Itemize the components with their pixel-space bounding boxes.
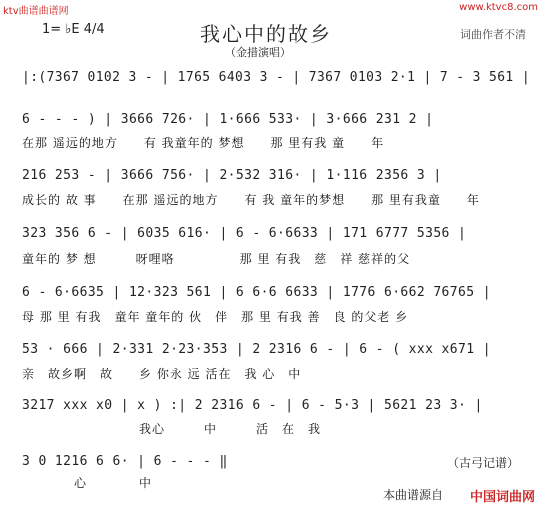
song-credit: 词曲作者不清 bbox=[460, 28, 526, 41]
lyric-line-3: 成长的 故 事 在那 遥远的地方 有 我 童年的梦想 那 里有我童 年 bbox=[22, 193, 480, 207]
lyric-line-6: 亲 故乡啊 故 乡 你永 远 活在 我 心 中 bbox=[22, 367, 302, 381]
notation-line-5: 6 - 6·6635 | 12·323 561 | 6 6·6 6633 | 1776 6·662 76765 | bbox=[22, 285, 491, 300]
lyric-line-2: 在那 遥远的地方 有 我童年的 梦想 那 里有我 童 年 bbox=[22, 136, 385, 150]
song-title: 我心中的故乡 bbox=[200, 22, 332, 46]
watermark-left[interactable]: ktv曲谱曲谱网 bbox=[3, 6, 69, 17]
footer-source-label: 本曲谱源自 bbox=[383, 488, 444, 502]
footer-site-link[interactable]: 中国词曲网 bbox=[470, 490, 536, 505]
notation-line-3: 216 253 - | 3666 756· | 2·532 316· | 1·116 2356 3 | bbox=[22, 168, 442, 183]
transcriber-note: （古弓记谱） bbox=[447, 456, 520, 470]
key-signature: 1= ♭E 4/4 bbox=[42, 22, 105, 37]
notation-line-6: 53 · 666 | 2·331 2·23·353 | 2 2316 6 - | 6 - ( xxx x671 | bbox=[22, 342, 491, 357]
performance-note: （金措演唱） bbox=[225, 46, 291, 59]
lyric-line-5: 母 那 里 有我 童年 童年的 伙 伴 那 里 有我 善 良 的父老 乡 bbox=[22, 310, 409, 324]
lyric-line-8: 心 中 bbox=[22, 476, 153, 490]
notation-line-2: 6 - - - ) | 3666 726· | 1·666 533· | 3·666 231 2 | bbox=[22, 112, 434, 127]
lyric-line-7: 我心 中 活 在 我 bbox=[22, 422, 322, 436]
notation-line-1: |:(7367 0102 3 - | 1765 6403 3 - | 7367 0103 2·1 | 7 - 3 561 | bbox=[22, 70, 531, 85]
notation-line-7: 3217 xxx x0 | x ) :| 2 2316 6 - | 6 - 5·3 | 5621 23 3· | bbox=[22, 398, 483, 413]
notation-line-4: 323 356 6 - | 6035 616· | 6 - 6·6633 | 171 6777 5356 | bbox=[22, 226, 467, 241]
notation-line-8: 3 0 1216 6 6· | 6 - - - ‖ bbox=[22, 454, 228, 469]
watermark-right[interactable]: www.ktvc8.com bbox=[459, 2, 538, 13]
lyric-line-4: 童年的 梦 想 呀哩咯 那 里 有我 慈 祥 慈祥的父 bbox=[22, 252, 411, 266]
